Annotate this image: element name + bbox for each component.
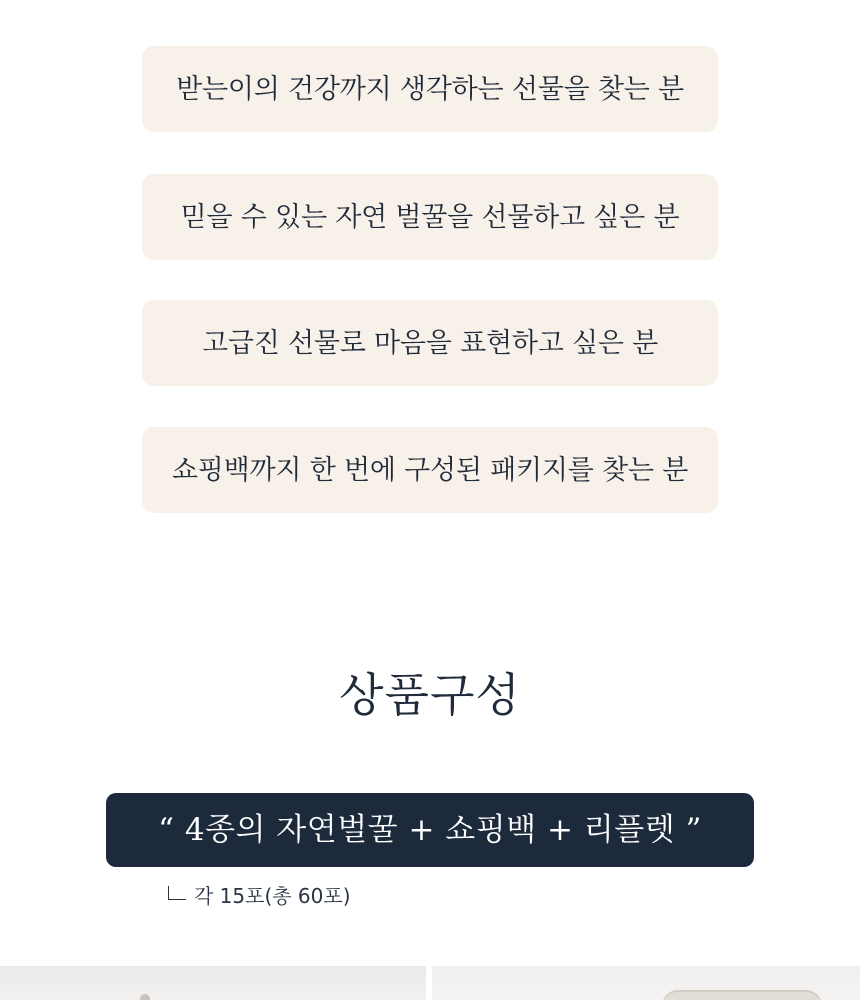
target-item-health-gift bbox=[142, 46, 718, 132]
target-item-text: 쇼핑백까지 한 번에 구성된 패키지를 찾는 분 bbox=[171, 454, 689, 486]
product-photo-left bbox=[0, 966, 426, 1000]
jar-rim bbox=[662, 990, 822, 1000]
section-title: 상품구성 bbox=[339, 668, 521, 722]
target-item-natural-honey bbox=[142, 174, 718, 260]
target-item-shopping-bag-package bbox=[142, 427, 718, 513]
composition-note bbox=[168, 878, 351, 906]
product-photo-right bbox=[432, 966, 860, 1000]
target-item-text: 고급진 선물로 마음을 표현하고 싶은 분 bbox=[201, 327, 659, 359]
target-item-premium-gift bbox=[142, 300, 718, 386]
target-item-text: 받는이의 건강까지 생각하는 선물을 찾는 분 bbox=[176, 73, 684, 105]
target-item-text: 믿을 수 있는 자연 벌꿀을 선물하고 싶은 분 bbox=[180, 201, 680, 233]
product-photo-strip bbox=[0, 966, 860, 1000]
composition-banner bbox=[106, 793, 754, 867]
branch-corner-icon bbox=[168, 886, 186, 900]
photo-detail bbox=[140, 994, 150, 1000]
composition-note-text: 각 15포(총 60포) bbox=[194, 884, 351, 908]
composition-banner-text: “ 4종의 자연벌꿀 + 쇼핑백 + 리플렛 ” bbox=[158, 811, 702, 848]
